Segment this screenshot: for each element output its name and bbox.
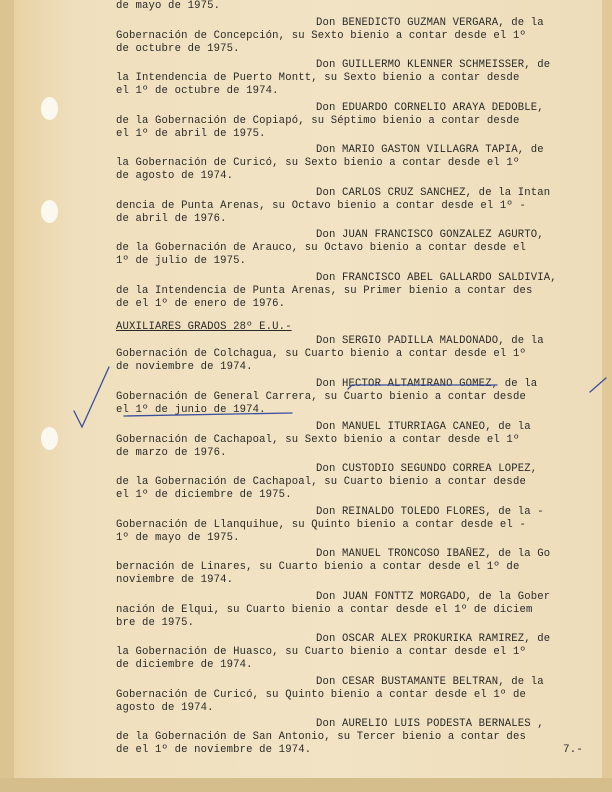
text-line: de diciembre de 1974.	[116, 659, 253, 671]
pen-check-mark	[74, 367, 109, 427]
text-line: de abril de 1976.	[116, 213, 227, 225]
section-heading: AUXILIARES GRADOS 28º E.U.-	[116, 321, 292, 333]
text-line: de el 1º de enero de 1976.	[116, 298, 286, 310]
text-line: Don CARLOS CRUZ SANCHEZ, de la Intan	[316, 187, 551, 199]
text-line: el 1º de octubre de 1974.	[116, 85, 279, 97]
text-line: Don REINALDO TOLEDO FLORES, de la -	[316, 506, 544, 518]
text-line: Don JUAN FONTTZ MORGADO, de la Gober	[316, 591, 551, 603]
text-line: de agosto de 1974.	[116, 170, 234, 182]
text-line: la Gobernación de Huasco, su Cuarto bienio a contar desde el 1º	[116, 646, 526, 658]
text-line: de la Gobernación de San Antonio, su Tercer bienio a contar des	[116, 731, 526, 743]
text-line: el 1º de diciembre de 1975.	[116, 489, 292, 501]
text-line: Gobernación de Llanquihue, su Quinto bienio a contar desde el -	[116, 519, 526, 531]
text-line: Don CUSTODIO SEGUNDO CORREA LOPEZ,	[316, 463, 538, 475]
text-line: bre de 1975.	[116, 617, 195, 629]
text-line: noviembre de 1974.	[116, 574, 234, 586]
text-line: de la Intendencia de Punta Arenas, su Primer bienio a contar des	[116, 285, 533, 297]
text-line: Don JUAN FRANCISCO GONZALEZ AGURTO,	[316, 229, 544, 241]
punch-hole	[41, 200, 58, 223]
text-line: agosto de 1974.	[116, 702, 214, 714]
paper-left-edge	[0, 0, 14, 792]
text-line: Don MARIO GASTON VILLAGRA TAPIA, de	[316, 144, 544, 156]
text-line: de marzo de 1976.	[116, 447, 227, 459]
text-line: la Intendencia de Puerto Montt, su Sexto bienio a contar desde	[116, 72, 520, 84]
text-line: de la Gobernación de Copiapó, su Séptimo bienio a contar desde	[116, 115, 520, 127]
text-line: Don BENEDICTO GUZMAN VERGARA, de la	[316, 17, 544, 29]
text-line: Don SERGIO PADILLA MALDONADO, de la	[316, 335, 544, 347]
paper-bottom-edge	[0, 778, 612, 792]
text-line: Gobernación de General Carrera, su Cuarto bienio a contar desde	[116, 391, 526, 403]
text-line: bernación de Linares, su Cuarto bienio a contar desde el 1º de	[116, 561, 520, 573]
text-line: dencia de Punta Arenas, su Octavo bienio a contar desde el 1º -	[116, 200, 526, 212]
text-line: Don OSCAR ALEX PROKURIKA RAMIREZ, de	[316, 633, 551, 645]
text-line: Gobernación de Cachapoal, su Sexto bienio a contar desde el 1º	[116, 434, 520, 446]
text-line: el 1º de abril de 1975.	[116, 128, 266, 140]
text-line: 1º de mayo de 1975.	[116, 532, 240, 544]
text-line: la Gobernación de Curicó, su Sexto bienio a contar desde el 1º	[116, 157, 520, 169]
text-line: de octubre de 1975.	[116, 43, 240, 55]
text-line: de la Gobernación de Arauco, su Octavo bienio a contar desde el	[116, 242, 526, 254]
page-number: 7.-	[563, 744, 583, 756]
text-line: Gobernación de Colchagua, su Cuarto bienio a contar desde el 1º	[116, 348, 526, 360]
text-line: Gobernación de Curicó, su Quinto bienio a contar desde el 1º de	[116, 689, 526, 701]
punch-hole	[41, 97, 58, 120]
text-line: Don CESAR BUSTAMANTE BELTRAN, de la	[316, 676, 544, 688]
text-line: de mayo de 1975.	[116, 0, 221, 12]
text-line: nación de Elqui, su Cuarto bienio a contar desde el 1º de diciem	[116, 604, 533, 616]
text-line: 1º de julio de 1975.	[116, 255, 247, 267]
punch-hole	[41, 427, 58, 450]
text-line: Don AURELIO LUIS PODESTA BERNALES ,	[316, 718, 544, 730]
text-line: de la Gobernación de Cachapoal, su Cuarto bienio a contar desde	[116, 476, 526, 488]
text-line: Don GUILLERMO KLENNER SCHMEISSER, de	[316, 59, 551, 71]
text-line: Don EDUARDO CORNELIO ARAYA DEDOBLE,	[316, 102, 544, 114]
text-line: Don FRANCISCO ABEL GALLARDO SALDIVIA,	[316, 272, 557, 284]
text-line: Don HECTOR ALTAMIRANO GOMEZ, de la	[316, 378, 538, 390]
text-line: Don MANUEL ITURRIAGA CANEO, de la	[316, 421, 531, 433]
paper-right-edge	[602, 0, 612, 792]
text-line: el 1º de junio de 1974.	[116, 404, 266, 416]
text-line: Don MANUEL TRONCOSO IBAÑEZ, de la Go	[316, 548, 551, 560]
text-line: de el 1º de noviembre de 1974.	[116, 744, 312, 756]
text-line: de noviembre de 1974.	[116, 361, 253, 373]
text-line: Gobernación de Concepción, su Sexto bienio a contar desde el 1º	[116, 30, 526, 42]
